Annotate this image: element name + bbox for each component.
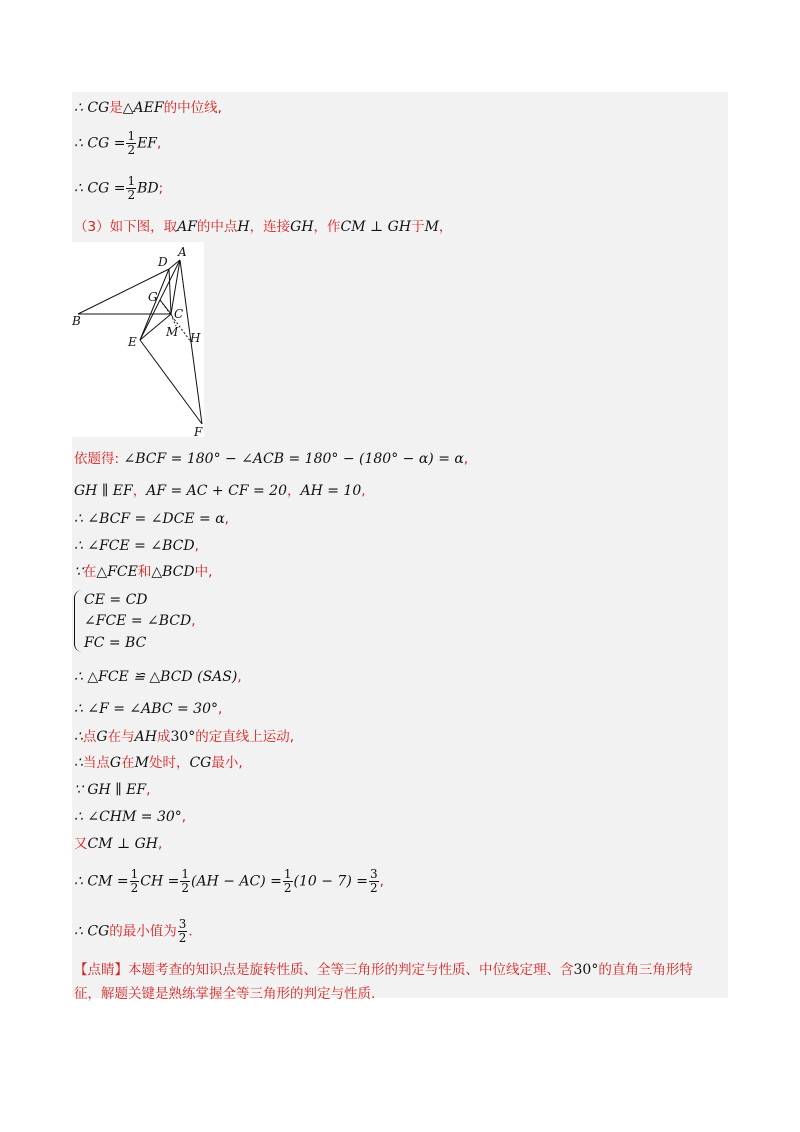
text-line-17: ∴ CM = $\frac{1}{2}$ CH = $\frac{1}{2}$ (AH − AC) = $\frac{1}{2}$ (10 − 7) = $\frac{3}{2}$ , <box>74 867 384 895</box>
text-line-15: ∴ ∠CHM = 30°, <box>74 809 187 825</box>
fraction: $\frac{1}{2}$ <box>283 867 292 895</box>
fraction: $\frac{1}{2}$ <box>127 174 136 202</box>
text-line-20: 征，解题关键是熟练掌握全等三角形的判定与性质. <box>74 986 376 1002</box>
text-line-13: ∴当点G在M处时，CG最小, <box>74 755 243 771</box>
text-line-12: ∴点G在与AH成30°的定直线上运动, <box>74 729 295 745</box>
label-g: G <box>148 290 158 304</box>
text-line-16: 又CM ⊥ GH, <box>74 836 163 852</box>
text-line-19: 【点睛】本题考查的知识点是旋转性质、全等三角形的判定与性质、中位线定理、含30°的直角三角形特 <box>74 962 693 978</box>
text-line-3: ∴ CG = $\frac{1}{2}$ BD; <box>74 174 164 202</box>
label-h: H <box>190 331 201 345</box>
fraction: $\frac{1}{2}$ <box>130 867 139 895</box>
label-f: F <box>194 425 203 437</box>
label-a: A <box>178 245 187 259</box>
label-c: C <box>174 307 184 321</box>
system-eq-3: FC = BC <box>84 635 147 651</box>
fraction: $\frac{1}{2}$ <box>127 129 136 157</box>
fraction: $\frac{3}{2}$ <box>178 917 187 945</box>
text-line-7: ∴ ∠BCF = ∠DCE = α, <box>74 511 229 527</box>
text-line-10: ∴ △FCE ≌ △BCD (SAS), <box>74 669 242 685</box>
system-eq-2: ∠FCE = ∠BCD, <box>84 613 196 629</box>
geometry-figure <box>72 242 204 437</box>
text-line-9: ∵在△FCE和△BCD中, <box>74 564 213 580</box>
text-line-1: ∴ CG是△AEF的中位线, <box>74 100 222 116</box>
text-line-8: ∴ ∠FCE = ∠BCD, <box>74 538 199 554</box>
system-eq-1: CE = CD <box>84 592 148 608</box>
text-line-6: GH ∥ EF，AF = AC + CF = 20，AH = 10, <box>74 483 366 499</box>
text-line-2: ∴ CG = $\frac{1}{2}$ EF, <box>74 129 162 157</box>
label-b: B <box>72 314 81 328</box>
text-line-5: 依题得: ∠BCF = 180° − ∠ACB = 180° − (180° − α) = α, <box>74 451 469 467</box>
fraction: $\frac{1}{2}$ <box>181 867 189 895</box>
label-d: D <box>158 255 168 269</box>
text-line-11: ∴ ∠F = ∠ABC = 30°, <box>74 701 223 717</box>
text-line-18: ∴ CG的最小值为 $\frac{3}{2}$ . <box>74 917 193 945</box>
text-line-14: ∵ GH ∥ EF, <box>74 782 151 798</box>
fraction: $\frac{3}{2}$ <box>369 867 378 895</box>
label-m: M <box>166 325 179 339</box>
label-e: E <box>128 335 137 349</box>
segment-de <box>140 269 169 340</box>
segment-dc <box>169 269 171 314</box>
text-line-4: （3）如下图，取AF的中点H，连接GH，作CM ⊥ GH于M， <box>74 219 453 235</box>
